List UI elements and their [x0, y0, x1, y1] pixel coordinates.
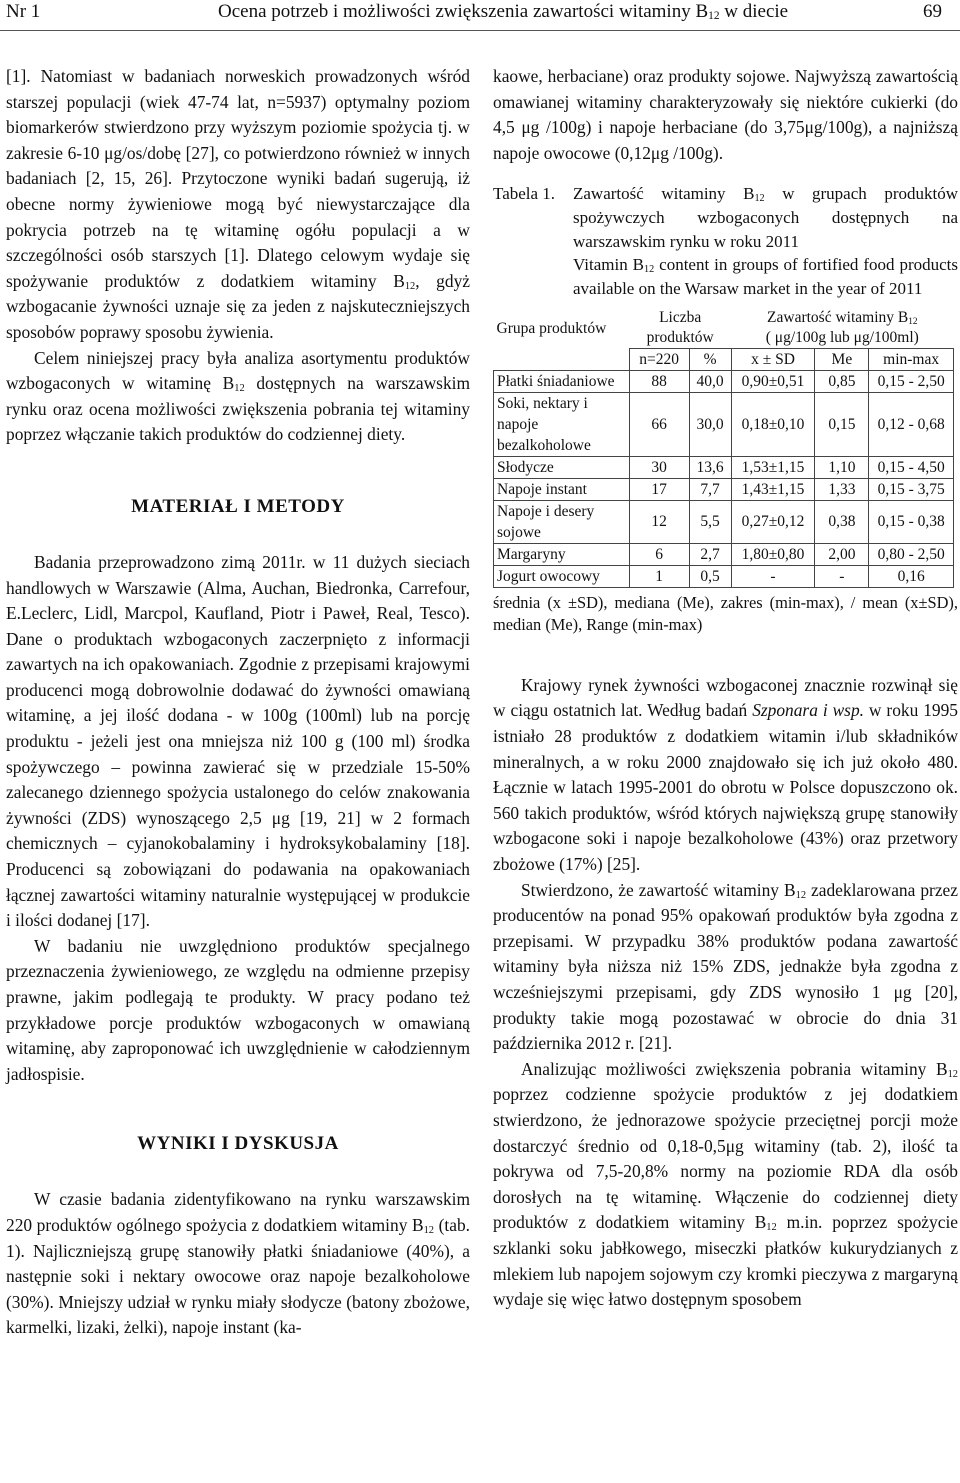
table-row: Słodycze 30 13,6 1,53±1,15 1,10 0,15 - 4,50: [494, 456, 954, 478]
table-row: Margaryny 6 2,7 1,80±0,80 2,00 0,80 - 2,50: [494, 543, 954, 565]
table-row: Soki, nektary i napoje bezalkoholowe 66 30,0 0,18±0,10 0,15 0,12 - 0,68: [494, 392, 954, 456]
data-table: [493, 308, 954, 588]
paragraph: Krajowy rynek żywności wzbogaconej znacznie rozwinął się w ciągu ostatnich lat. Według badań Szponara i wsp. w roku 1995 istniało 28 produktów z dodatkiem witamin i/lub składników mineralnych, a w roku 2000 znajdowało się ich już około 480. Łącznie w latach 1995-2001 do obrotu w Polsce dopuszczono ok. 560 takich produktów, wśród których największą grupę stanowiły wzbogacone soki i napoje bezalkoholowe (43%) oraz przetwory zbożowe (17%) [25].: [493, 674, 959, 874]
right-column: [493, 64, 958, 1313]
paragraph: kaowe, herbaciane) oraz produkty sojowe. Najwyższą zawartością omawianej witaminy charakteryzowały się niektóre cukierki (do 4,5 μg /100g) i napoje herbaciane (do 3,75μg/100g), a najniższą napoje owocowe (0,12μg /100g).: [493, 66, 958, 163]
paragraph: [1]. Natomiast w badaniach norweskich prowadzonych wśród starszej populacji (wiek 47-74 lat, n=5937) optymalny poziom biomarkerów stwierdzono przy wyższym poziomie spożycia tj. w zakresie 6-10 μg/os/dobę [27], co potwierdzono również w innych badaniach [2, 15, 26]. Przytoczone wyniki badań sugerują, iż obecne normy żywieniowe mogą być niewystarczające dla pokrycia potrzeb na tę witaminę ogółu populacji a w szczególności osób starszych [1]. Dlatego celowym wydaje się spożywanie produktów z dodatkiem witaminy $B_{12}$, gdyż wzbogacanie żywności uznaje się za jeden z najskuteczniejszych sposobów poprawy sposobu żywienia.: [6, 66, 470, 342]
table-row: Napoje instant 17 7,7 1,43±1,15 1,33 0,15 - 3,75: [494, 478, 954, 500]
header-content: Zawartość witaminy $B_{12}$ ( μg/100g lub μg/100ml): [765, 309, 919, 347]
table-row: Jogurt owocowy 1 0,5 - - 0,16: [494, 565, 954, 587]
table-caption: [493, 182, 958, 300]
paragraph: Celem niniejszej pracy była analiza asortymentu produktów wzbogaconych w witaminę $B_{12}$ dostępnych na warszawskim rynku oraz ocena możliwości zwiększenia pobrania tej witaminy poprzez włączanie takich produktów do codziennej diety.: [6, 347, 471, 445]
section-heading-methods: MATERIAŁ I METODY: [131, 495, 345, 517]
page-number: 69: [923, 1, 942, 22]
table-footnote: średnia (x ±SD), mediana (Me), zakres (min-max), / mean (x±SD), median (Me), Range (min-max): [493, 592, 958, 635]
caption-english: Vitamin $B_{12}$ content in groups of fortified food products available on the Warsaw market in the year of 2011: [573, 255, 958, 298]
journal-issue: Nr 1: [6, 1, 41, 22]
left-column: [6, 64, 470, 1341]
caption-polish: Zawartość witaminy $B_{12}$ w grupach produktów spożywczych wzbogaconych dostępnych na warszawskim rynku w roku 2011: [573, 184, 958, 251]
header-count: Liczba produktów: [646, 309, 714, 347]
paragraph: Badania przeprowadzono zimą 2011r. w 11 dużych sieciach handlowych w Warszawie (Alma, Auchan, Biedronka, Carrefour, E.Leclerc, Lidl, Marcpol, Kaufland, Piotr i Paweł, Real, Tesco). Dane o produktach wzbogaconych zaczerpnięto z informacji zawartych na ich opakowaniach. Zgodnie z przepisami krajowymi producenci mogą dobrowolnie dodawać do żywności omawianą witaminę, a jej ilość dodana - w 100g (100ml) lub na porcję produktu - jeżeli jest ona mniejsza niż 100 g (100 ml) środka spożywczego – powinna zawierać się w przedziale 15-50% zalecanego dziennego spożycia ustalonego do celów znakowania żywności (ZDS) wynoszącego 2,5 μg [19, 21] w 2 formach chemicznych – cyjanokobalaminy i hydroksykobalaminy [18]. Producenci są zobowiązani do podawania na opakowaniach łącznej zawartości witaminy naturalnie występującej w produkcie i ilości dodanej [17].: [6, 551, 470, 931]
table-row: Napoje i desery sojowe 12 5,5 0,27±0,12 0,38 0,15 - 0,38: [494, 500, 954, 543]
page-header: [0, 0, 960, 31]
paragraph: W czasie badania zidentyfikowano na rynku warszawskim 220 produktów ogólnego spożycia z dodatkiem witaminy $B_{12}$ (tab. 1). Najliczniejszą grupę stanowiły płatki śniadaniowe (40%), a następnie soki i nektary owocowe oraz napoje bezalkoholowe (30%). Mniejszy udział w rynku miały słodycze (batony zbożowe, karmelki, lizaki, żelki), napoje instant (ka-: [6, 1189, 470, 1338]
paragraph: Stwierdzono, że zawartość witaminy $B_{12}$ zadeklarowana przez producentów na ponad 95% opakowań produktów była zgodna z przepisami. W przypadku 38% produktów podana zawartość witaminy była niższa niż 15% ZDS, jednakże była zgodna z wcześniejszymi przepisami, gdy ZDS wynosiło 1 μg [20], produkty takie mogą pozostawać w obrocie do dnia 31 października 2012 r. [21].: [493, 879, 958, 1054]
section-heading-results: WYNIKI I DYSKUSJA: [137, 1133, 339, 1155]
header-group: Grupa produktów: [496, 319, 607, 337]
sub-header-row: n=220 % x ± SD Me min-max: [494, 348, 954, 370]
paragraph: W badaniu nie uwzględniono produktów specjalnego przeznaczenia żywieniowego, ze względu na odmienne przepisy prawne, jakim podlegają te produkty. W pracy podano też przykładowe porcje produktów wzbogaconych w omawianą witaminę, aby zaproponować ich uwzględnienie w całodziennym jadłospisie.: [6, 935, 470, 1084]
table-row: Płatki śniadaniowe 88 40,0 0,90±0,51 0,85 0,15 - 2,50: [494, 370, 954, 392]
table-label: Tabela 1.: [493, 184, 556, 204]
running-title: Ocena potrzeb i możliwości zwiększenia zawartości witaminy $B_{12}$ w diecie: [218, 1, 789, 22]
paragraph: Analizując możliwości zwiększenia pobrania witaminy $B_{12}$ poprzez codzienne spożycie produktów z jej dodatkiem stwierdzono, że jednorazowe spożycie przeciętnej porcji może dostarczyć średnio od 0,18-0,5μg witaminy (tab. 2), ilość ta pokrywa od 7,5-20,8% normy na poziomie RDA dla osób dorosłych na tę witaminę. Włączenie do codziennej diety produktów z dodatkiem witaminy $B_{12}$ m.in. poprzez spożycie szklanki soku jabłkowego, miseczki płatków kukurydzianych z mlekiem lub napojem sojowym czy kromki pieczywa z margaryną wydaje się więc łatwo dostępnym sposobem: [493, 1058, 958, 1310]
